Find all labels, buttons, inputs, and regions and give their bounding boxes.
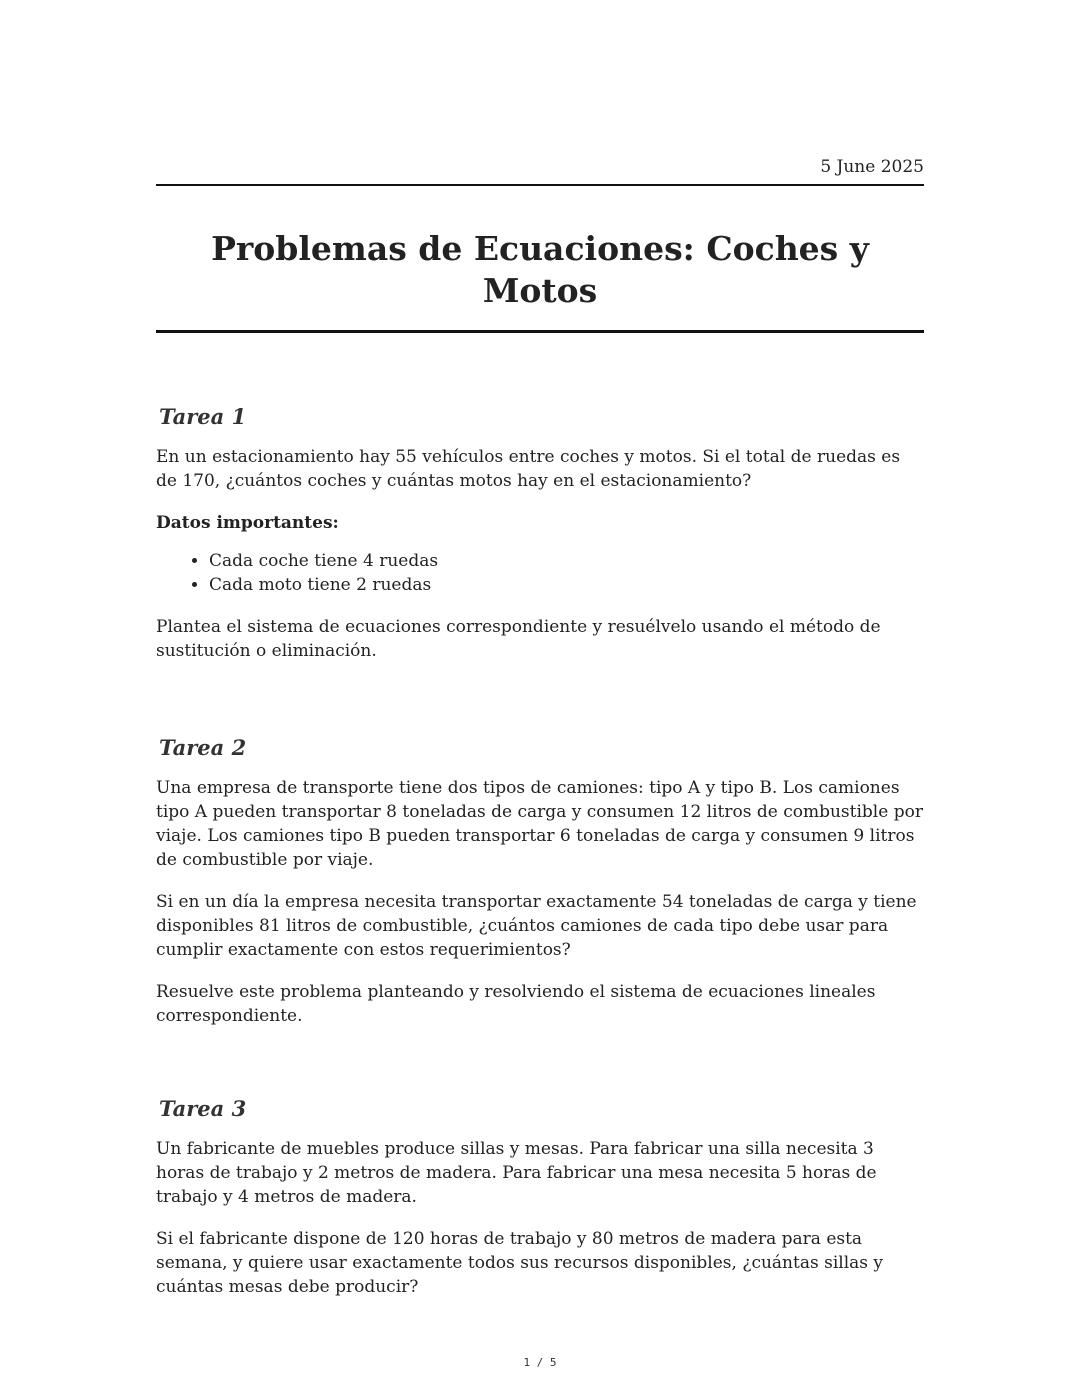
task-heading: Tarea 1 <box>159 404 247 429</box>
document-page <box>156 0 924 1397</box>
task-paragraph: Una empresa de transporte tiene dos tipos de camiones: tipo A y tipo B. Los camiones tipo A pueden transportar 8 toneladas de carga y consumen 12 litros de combustible por viaje. Los camiones tipo B pueden transportar 6 toneladas de carga y consumen 9 litros de combustible por viaje. <box>156 778 923 870</box>
task-heading: Tarea 2 <box>159 735 247 760</box>
list-item: • Cada moto tiene 2 ruedas <box>209 573 924 597</box>
title-divider <box>156 330 924 333</box>
task-section-3 <box>156 1095 924 1317</box>
important-data-list <box>156 549 924 597</box>
task-paragraph: Si en un día la empresa necesita transportar exactamente 54 toneladas de carga y tiene disponibles 81 litros de combustible, ¿cuántos camiones de cada tipo debe usar para cumplir exactamente con estos requerimientos? <box>156 892 917 960</box>
task-paragraph: Plantea el sistema de ecuaciones correspondiente y resuélvelo usando el método de sustitución o eliminación. <box>156 617 881 661</box>
task-paragraph: Si el fabricante dispone de 120 horas de trabajo y 80 metros de madera para esta semana, y quiere usar exactamente todos sus recursos disponibles, ¿cuántas sillas y cuántas mesas debe producir? <box>156 1229 883 1297</box>
task-section-1 <box>156 403 924 681</box>
page-number: 1 / 5 <box>523 1356 557 1369</box>
task-section-2 <box>156 734 924 1046</box>
task-heading: Tarea 3 <box>159 1096 247 1121</box>
header-divider <box>156 184 924 186</box>
document-title: Problemas de Ecuaciones: Coches y Motos <box>211 229 869 310</box>
task-paragraph: En un estacionamiento hay 55 vehículos entre coches y motos. Si el total de ruedas es de 170, ¿cuántos coches y cuántas motos hay en el estacionamiento? <box>156 447 901 491</box>
task-paragraph: Un fabricante de muebles produce sillas y mesas. Para fabricar una silla necesita 3 horas de trabajo y 2 metros de madera. Para fabricar una mesa necesita 5 horas de trabajo y 4 metros de madera. <box>156 1139 877 1207</box>
list-item: • Cada coche tiene 4 ruedas <box>209 549 924 573</box>
task-paragraph: Resuelve este problema planteando y resolviendo el sistema de ecuaciones lineales correspondiente. <box>156 982 876 1026</box>
important-data-label: Datos importantes: <box>156 513 339 533</box>
header-date: 5 June 2025 <box>820 157 924 177</box>
